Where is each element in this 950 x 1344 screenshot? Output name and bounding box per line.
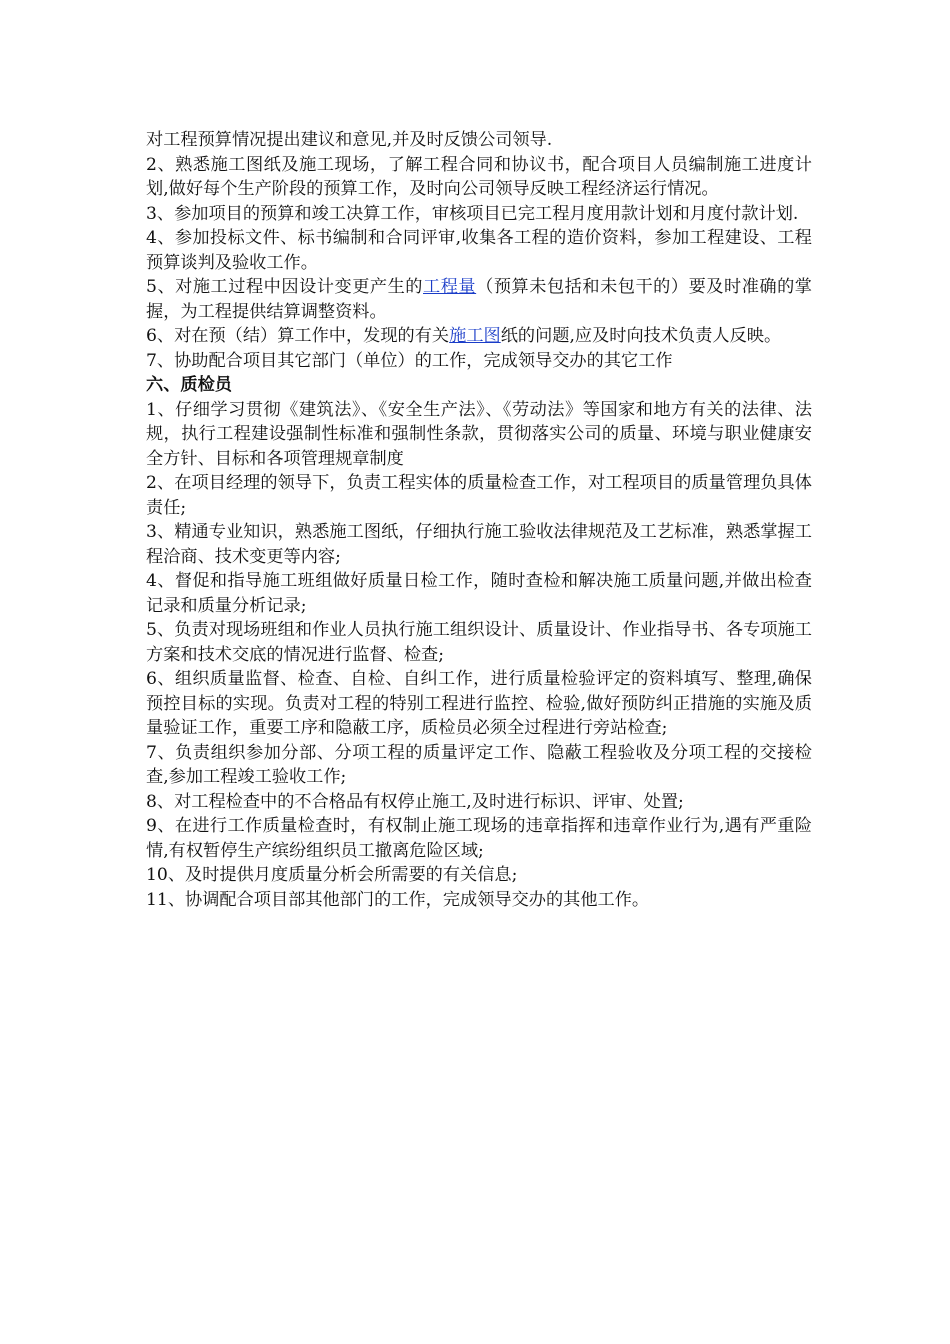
section-heading-quality-inspector: 六、质检员 bbox=[146, 375, 232, 395]
quality-item-3: 3、精通专业知识，熟悉施工图纸，仔细执行施工验收法律规范及工艺标准，熟悉掌握工程洽商、技术变更等内容; bbox=[146, 522, 812, 567]
quality-item-9: 9、在进行工作质量检查时，有权制止施工现场的违章指挥和违章作业行为,遇有严重险情,有权暂停生产缤纷组织员工撤离危险区域; bbox=[146, 816, 812, 861]
paragraph-item-6 bbox=[146, 324, 812, 349]
quality-item-4: 4、督促和指导施工班组做好质量日检工作，随时查检和解决施工质量问题,并做出检查记录和质量分析记录; bbox=[146, 571, 812, 616]
paragraph-item-5 bbox=[146, 275, 812, 324]
quality-item-11: 11、协调配合项目部其他部门的工作，完成领导交办的其他工作。 bbox=[146, 889, 650, 910]
quality-item-5: 5、负责对现场班组和作业人员执行施工组织设计、质量设计、作业指导书、各专项施工方案和技术交底的情况进行监督、检查; bbox=[146, 620, 812, 665]
document-body bbox=[146, 128, 812, 912]
paragraph-item-4: 4、参加投标文件、标书编制和合同评审,收集各工程的造价资料，参加工程建设、工程预算谈判及验收工作。 bbox=[146, 228, 812, 273]
quality-item-6: 6、组织质量监督、检查、自检、自纠工作，进行质量检验评定的资料填写、整理,确保预控目标的实现。负责对工程的特别工程进行监控、检验,做好预防纠正措施的实施及质量验证工作，重要工序和隐蔽工序，质检员必须全过程进行旁站检查; bbox=[146, 669, 812, 738]
quality-item-1: 1、仔细学习贯彻《建筑法》、《安全生产法》、《劳动法》等国家和地方有关的法律、法规，执行工程建设强制性标准和强制性条款，贯彻落实公司的质量、环境与职业健康安全方针、目标和各项管理规章制度 bbox=[146, 399, 812, 469]
paragraph-item-2: 2、熟悉施工图纸及施工现场，了解工程合同和协议书，配合项目人员编制施工进度计划,做好每个生产阶段的预算工作，及时向公司领导反映工程经济运行情况。 bbox=[146, 154, 812, 199]
link-engineering-quantity[interactable]: 工程量 bbox=[423, 277, 477, 297]
paragraph-budget-feedback: 对工程预算情况提出建议和意见,并及时反馈公司领导. bbox=[146, 130, 553, 150]
paragraph-item-3: 3、参加项目的预算和竣工决算工作，审核项目已完工程月度用款计划和月度付款计划. bbox=[146, 203, 799, 224]
paragraph-item-7: 7、协助配合项目其它部门（单位）的工作，完成领导交办的其它工作 bbox=[146, 350, 673, 371]
quality-item-10: 10、及时提供月度质量分析会所需要的有关信息; bbox=[146, 865, 518, 885]
paragraph-item-6-post: 纸的问题,应及时向技术负责人反映。 bbox=[500, 326, 782, 346]
paragraph-item-5-post: （预算未包括和未包干的）要及时准确的掌握，为工程提供结算调整资料。 bbox=[146, 277, 812, 322]
link-construction-drawing[interactable]: 施工图 bbox=[449, 326, 501, 346]
paragraph-item-5-pre: 5、对施工过程中因设计变更产生的 bbox=[146, 277, 424, 297]
quality-item-8: 8、对工程检查中的不合格品有权停止施工,及时进行标识、评审、处置; bbox=[146, 791, 684, 812]
paragraph-item-6-pre: 6、对在预（结）算工作中，发现的有关 bbox=[146, 326, 450, 346]
quality-item-2: 2、在项目经理的领导下，负责工程实体的质量检查工作，对工程项目的质量管理负具体责任; bbox=[146, 473, 812, 518]
quality-item-7: 7、负责组织参加分部、分项工程的质量评定工作、隐蔽工程验收及分项工程的交接检查,参加工程竣工验收工作; bbox=[146, 742, 812, 787]
